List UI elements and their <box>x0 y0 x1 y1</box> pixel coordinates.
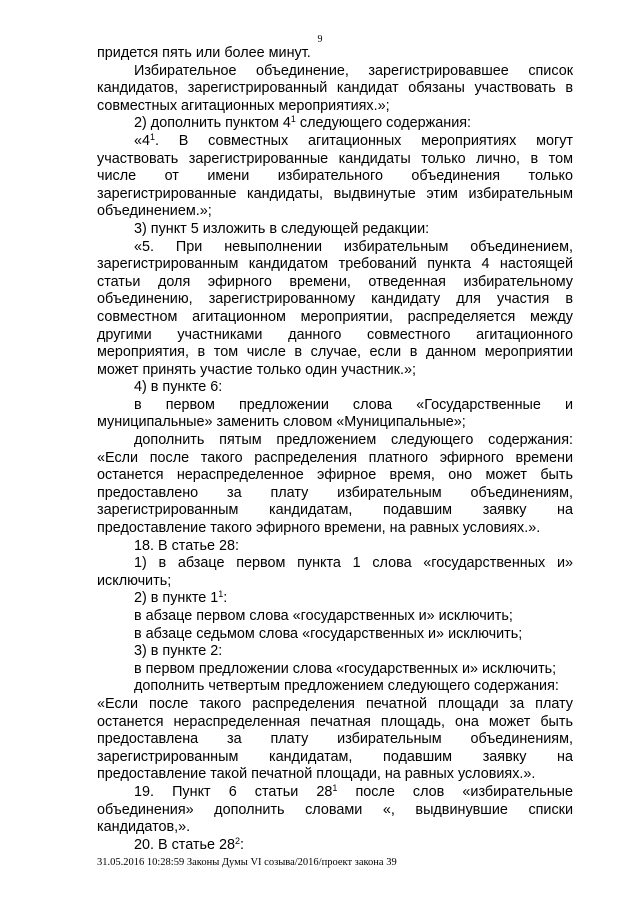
text-line-content: предоставлена за плату избирательным объединениям, <box>97 731 573 748</box>
text-line-content: предоставление такого эфирного времени, на равных условиях.». <box>97 520 541 537</box>
text-line <box>97 802 573 820</box>
text-line-continuation: после слов «избирательные <box>337 783 574 800</box>
text-line <box>97 661 573 679</box>
text-line-content: 18. В статье 28: <box>134 537 240 554</box>
text-line <box>97 520 573 538</box>
text-line-content: предоставление такой печатной площади, на равных условиях.». <box>97 766 536 783</box>
text-line-content: 19. Пункт 6 статьи 28 <box>134 783 333 800</box>
text-line-content: в первом предложении слова «государственных и» исключить; <box>134 660 557 677</box>
text-line-content: исключить; <box>97 572 172 589</box>
text-line-continuation: следующего содержания: <box>295 115 472 132</box>
text-line <box>97 414 573 432</box>
text-line-continuation: : <box>223 590 228 607</box>
text-line-content: «Если после такого распределения платного эфирного времени <box>97 449 573 466</box>
text-line <box>97 784 573 802</box>
text-line-content: «Если после такого распределения печатной площади за плату <box>97 695 573 712</box>
text-line-content: кандидатов, зарегистрированный кандидат обязаны участвовать в <box>97 80 573 97</box>
text-line <box>97 203 573 221</box>
text-line <box>97 837 573 855</box>
text-line <box>97 397 573 415</box>
text-line <box>97 538 573 556</box>
text-line-content: предоставлено за плату избирательным объединениям, <box>97 484 573 501</box>
text-line-content: 3) пункт 5 изложить в следующей редакции: <box>134 220 430 237</box>
text-line-content: останется нераспределенная печатная площадь, она может быть <box>97 713 573 730</box>
text-line <box>97 749 573 767</box>
page-number: 9 <box>317 34 323 45</box>
text-line <box>97 485 573 503</box>
text-line-content: дополнить четвертым предложением следующего содержания: <box>134 678 559 695</box>
text-line <box>97 80 573 98</box>
text-line-content: 3) в пункте 2: <box>134 643 223 660</box>
text-line <box>97 678 573 696</box>
text-line-content: муниципальные» заменить словом «Муниципальные»; <box>97 414 466 431</box>
text-line <box>97 98 573 116</box>
superscript: 1 <box>332 782 338 793</box>
text-line-content: 2) дополнить пунктом 4 <box>134 115 291 132</box>
text-line <box>97 168 573 186</box>
text-line <box>97 239 573 257</box>
text-line <box>97 45 573 63</box>
text-line-content: объединением.»; <box>97 203 212 220</box>
text-line-content: 20. В статье 28 <box>134 836 236 853</box>
text-line <box>97 502 573 520</box>
text-line-content: в первом предложении слова «Государственные и <box>134 396 573 413</box>
text-line-content: числе от имени избирательного объединения только <box>97 168 573 185</box>
text-line <box>97 819 573 837</box>
text-line <box>97 450 573 468</box>
text-line <box>97 432 573 450</box>
text-line-content: останется нераспределенное эфирное время, оно может быть <box>97 467 573 484</box>
text-line <box>97 309 573 327</box>
text-line <box>97 274 573 292</box>
text-line <box>97 714 573 732</box>
text-line <box>97 186 573 204</box>
text-line <box>97 555 573 573</box>
superscript: 1 <box>218 589 224 600</box>
text-line-content: в абзаце первом слова «государственных и» исключить; <box>134 608 513 624</box>
text-line-content: 4) в пункте 6: <box>134 379 223 396</box>
text-line <box>97 115 573 133</box>
text-line-content: «5. При невыполнении избирательным объединением, <box>134 238 573 255</box>
text-line-content: 2) в пункте 1 <box>134 590 219 607</box>
text-line <box>97 133 573 151</box>
superscript: 2 <box>235 835 241 846</box>
text-line-content: «4 <box>134 132 151 149</box>
document-footer: 31.05.2016 10:28:59 Законы Думы VI созыва/2016/проект закона 39 <box>97 857 397 868</box>
text-line <box>97 63 573 81</box>
text-line-content: объединению, зарегистрированному кандидату для участия в <box>97 291 573 308</box>
superscript: 1 <box>290 114 296 125</box>
text-line-content: статьи доля эфирного времени, отведенная избирательному <box>97 273 573 290</box>
text-line <box>97 151 573 169</box>
text-line <box>97 256 573 274</box>
text-line <box>97 344 573 362</box>
text-line <box>97 608 573 626</box>
text-line-content: зарегистрированным кандидатам, подавшим заявку на <box>97 748 573 765</box>
text-line <box>97 643 573 661</box>
text-line-content: зарегистрированным кандидатом требований пункта 4 настоящей <box>97 256 573 273</box>
text-line-content: дополнить пятым предложением следующего содержания: <box>134 432 573 449</box>
text-line <box>97 731 573 749</box>
text-line-content: 1) в абзаце первом пункта 1 слова «государственных и» <box>134 555 573 572</box>
text-line-content: Избирательное объединение, зарегистрировавшее список <box>134 62 573 79</box>
text-line <box>97 573 573 591</box>
text-line-content: совместных агитационных мероприятиях.»; <box>97 97 390 114</box>
text-line-content: совместном агитационном мероприятии, распределяется между <box>97 308 573 325</box>
text-line <box>97 626 573 644</box>
text-line <box>97 362 573 380</box>
text-line-content: зарегистрированным кандидатам, подавшим заявку на <box>97 502 573 519</box>
text-line-content: в абзаце седьмом слова «государственных и» исключить; <box>134 625 523 642</box>
text-line-content: кандидатов,». <box>97 819 191 836</box>
text-line <box>97 766 573 784</box>
text-line <box>97 221 573 239</box>
text-line-content: мероприятия, в том числе в случае, если в данном мероприятии <box>97 344 573 361</box>
text-line-content: объединения» дополнить словами «, выдвинувшие списки <box>97 801 573 818</box>
text-line-content: зарегистрированные кандидаты, выдвинутые этим избирательным <box>97 185 573 202</box>
text-line-continuation: . В совместных агитационных мероприятиях могут <box>155 132 573 149</box>
text-line <box>97 327 573 345</box>
text-line <box>97 696 573 714</box>
document-body <box>97 45 573 854</box>
text-line <box>97 590 573 608</box>
text-line <box>97 291 573 309</box>
text-line <box>97 379 573 397</box>
text-line-content: может принять участие только один участник.»; <box>97 361 416 378</box>
text-line <box>97 467 573 485</box>
text-line-continuation: : <box>240 836 245 853</box>
text-line-content: участвовать зарегистрированные кандидаты только лично, в том <box>97 150 573 167</box>
text-line-content: придется пять или более минут. <box>97 45 311 61</box>
text-line-content: другими участниками данного совместного агитационного <box>97 326 573 343</box>
superscript: 1 <box>150 131 156 142</box>
